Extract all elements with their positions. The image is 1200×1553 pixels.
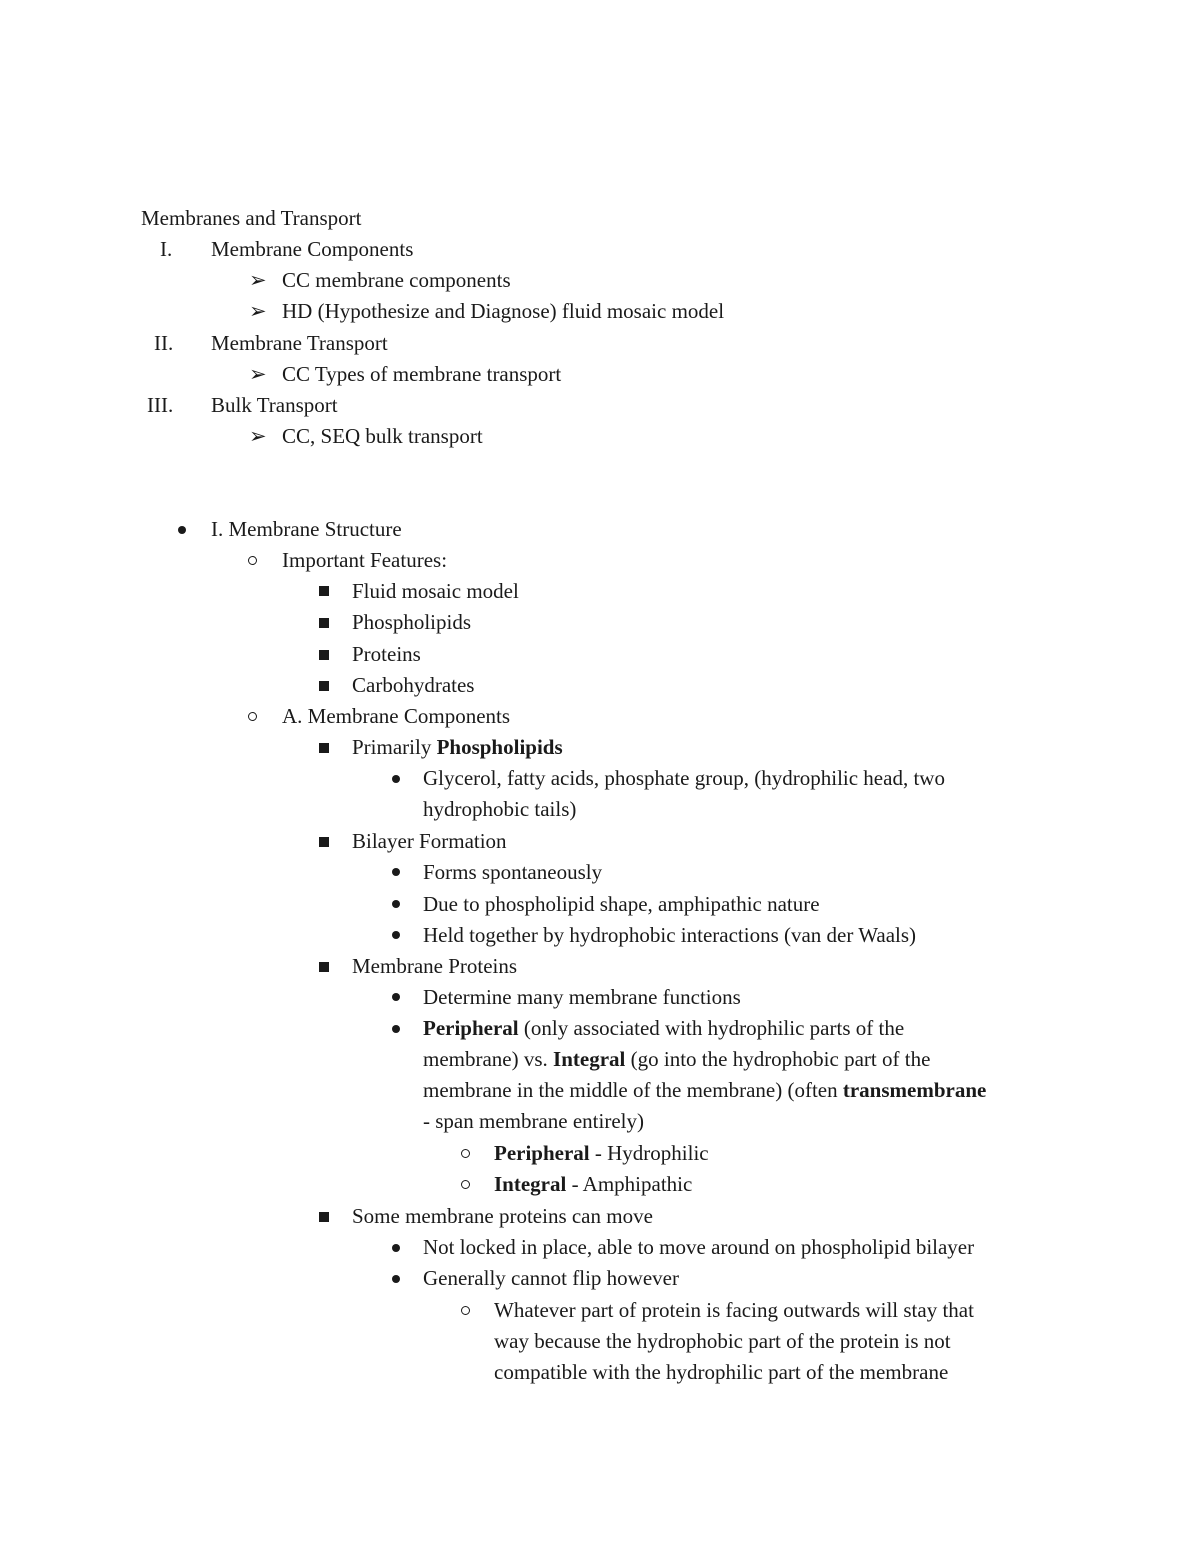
- feature-item: Fluid mosaic model: [352, 579, 519, 603]
- peripheral-integral-line-1: [423, 1016, 904, 1040]
- arrow-bullet-icon: ➢: [249, 362, 267, 386]
- bullet-circle-icon: [248, 556, 257, 565]
- outline-item-2a: CC Types of membrane transport: [282, 362, 562, 386]
- glycerol-line-1: Glycerol, fatty acids, phosphate group, (hydrophilic head, two: [423, 766, 945, 790]
- bullet-square-icon: [319, 586, 329, 596]
- transmembrane-bold: transmembrane: [842, 1078, 987, 1102]
- sub-peripheral: [494, 1141, 709, 1165]
- document-title: Membranes and Transport: [141, 206, 362, 230]
- membrane-proteins-heading: Membrane Proteins: [352, 954, 518, 978]
- pp-line-2-text-a: membrane) vs.: [423, 1047, 554, 1071]
- outline-section-3: Bulk Transport: [211, 393, 338, 417]
- arrow-bullet-icon: ➢: [249, 299, 267, 323]
- bullet-circle-icon: [461, 1180, 470, 1189]
- bullet-dot-icon: [392, 1025, 400, 1033]
- bilayer-item: Forms spontaneously: [423, 860, 603, 884]
- bullet-circle-icon: [461, 1149, 470, 1158]
- outline-item-1b: HD (Hypothesize and Diagnose) fluid mosaic model: [282, 299, 725, 323]
- bilayer-item: Due to phospholipid shape, amphipathic nature: [423, 892, 820, 916]
- sub-integral-text: - Amphipathic: [566, 1172, 693, 1196]
- primarily-phospholipids: [352, 735, 563, 759]
- outline-item-3a: CC, SEQ bulk transport: [282, 424, 483, 448]
- bullet-square-icon: [319, 743, 329, 753]
- bullet-dot-icon: [392, 1244, 400, 1252]
- features-label: Important Features:: [282, 548, 448, 572]
- feature-item: Proteins: [352, 642, 421, 666]
- not-locked: Not locked in place, able to move around on phospholipid bilayer: [423, 1235, 975, 1259]
- bilayer-item: Held together by hydrophobic interactions (van der Waals): [423, 923, 917, 947]
- phospholipids-bold: Phospholipids: [436, 735, 563, 759]
- bullet-square-icon: [319, 650, 329, 660]
- arrow-bullet-icon: ➢: [249, 424, 267, 448]
- peripheral-integral-line-2: [423, 1047, 930, 1071]
- some-move-heading: Some membrane proteins can move: [352, 1204, 653, 1228]
- determine-functions: Determine many membrane functions: [423, 985, 741, 1009]
- pp-line-2-text-b: (go into the hydrophobic part of the: [625, 1047, 931, 1071]
- bullet-square-icon: [319, 681, 329, 691]
- components-heading: A. Membrane Components: [282, 704, 511, 728]
- bullet-dot-icon: [392, 931, 400, 939]
- bullet-dot-icon: [392, 900, 400, 908]
- outline-numeral-3: III.: [147, 393, 174, 417]
- bullet-circle-icon: [248, 712, 257, 721]
- arrow-bullet-icon: ➢: [249, 268, 267, 292]
- primarily-text: Primarily: [352, 735, 437, 759]
- sub-peripheral-bold: Peripheral: [494, 1141, 590, 1165]
- outline-numeral-2: II.: [154, 331, 174, 355]
- outline-section-2: Membrane Transport: [211, 331, 388, 355]
- bullet-circle-icon: [461, 1306, 470, 1315]
- bullet-square-icon: [319, 837, 329, 847]
- notes-heading: I. Membrane Structure: [211, 517, 402, 541]
- cannot-flip: Generally cannot flip however: [423, 1266, 679, 1290]
- bullet-square-icon: [319, 618, 329, 628]
- whatever-line-2: way because the hydrophobic part of the protein is not: [494, 1329, 951, 1353]
- pp-line-1-text: (only associated with hydrophilic parts of the: [518, 1016, 905, 1040]
- bullet-square-icon: [319, 962, 329, 972]
- outline-item-1a: CC membrane components: [282, 268, 511, 292]
- bullet-dot-icon: [392, 868, 400, 876]
- bullet-square-icon: [319, 1212, 329, 1222]
- bullet-dot-icon: [392, 993, 400, 1001]
- bullet-dot-icon: [392, 775, 400, 783]
- outline-numeral-1: I.: [160, 237, 173, 261]
- integral-bold: Integral: [553, 1047, 626, 1071]
- outline-section-1: Membrane Components: [211, 237, 414, 261]
- feature-item: Phospholipids: [352, 610, 472, 634]
- peripheral-integral-line-3: [423, 1078, 986, 1102]
- sub-integral: [494, 1172, 692, 1196]
- bullet-dot-icon: [178, 526, 186, 534]
- pp-line-3-text: membrane in the middle of the membrane) (often: [423, 1078, 843, 1102]
- sub-integral-bold: Integral: [494, 1172, 567, 1196]
- sub-peripheral-text: - Hydrophilic: [589, 1141, 709, 1165]
- whatever-line-1: Whatever part of protein is facing outwards will stay that: [494, 1298, 974, 1322]
- glycerol-line-2: hydrophobic tails): [423, 797, 577, 821]
- whatever-line-3: compatible with the hydrophilic part of the membrane: [494, 1360, 949, 1384]
- bullet-dot-icon: [392, 1275, 400, 1283]
- peripheral-bold: Peripheral: [423, 1016, 519, 1040]
- bilayer-heading: Bilayer Formation: [352, 829, 507, 853]
- peripheral-integral-line-4: - span membrane entirely): [423, 1109, 644, 1133]
- feature-item: Carbohydrates: [352, 673, 475, 697]
